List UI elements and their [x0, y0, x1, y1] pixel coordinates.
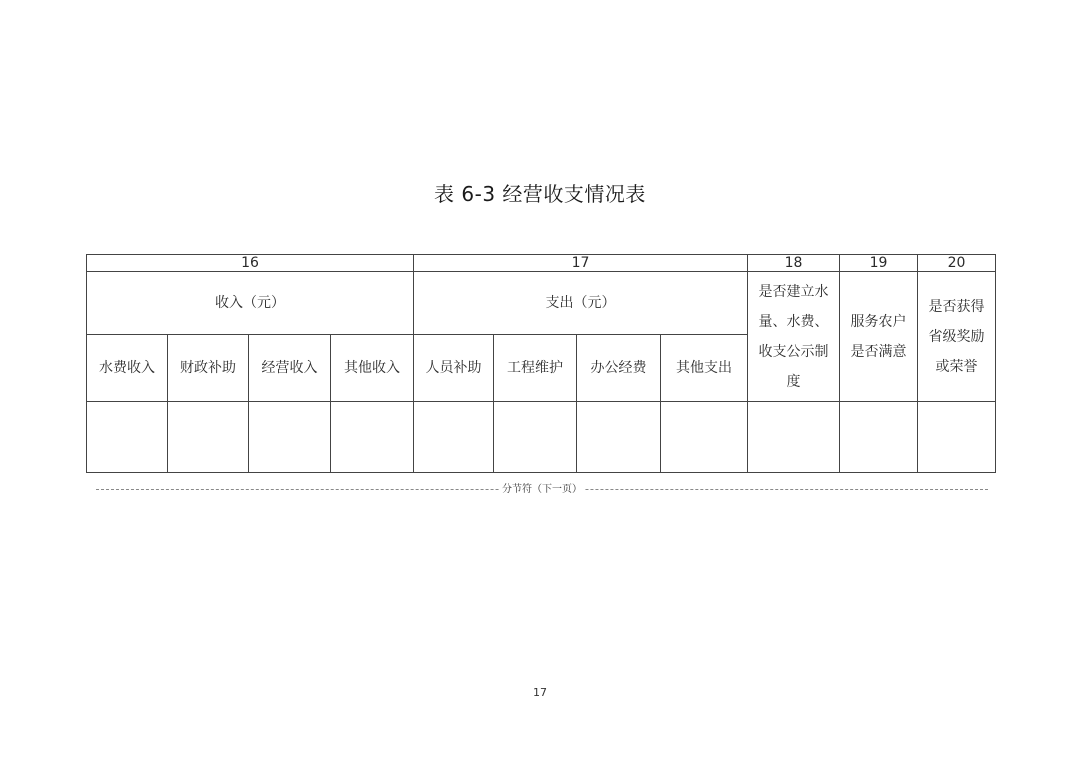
disclosure-line: 度 — [786, 373, 801, 390]
disclosure-line: 是否建立水 — [758, 283, 829, 300]
table-cell — [840, 402, 918, 473]
table-cell — [661, 402, 748, 473]
income-item-operating: 经营收入 — [249, 335, 331, 402]
disclosure-line: 收支公示制 — [758, 343, 829, 360]
section-break — [96, 482, 988, 498]
group-header-row — [87, 272, 996, 335]
column-number-17: 17 — [414, 255, 748, 272]
satisfaction-line: 是否满意 — [850, 343, 907, 360]
income-group-header: 收入（元） — [87, 272, 414, 335]
income-item-water-fee: 水费收入 — [87, 335, 168, 402]
expense-item-maintenance: 工程维护 — [494, 335, 577, 402]
table-cell — [494, 402, 577, 473]
table-cell — [414, 402, 494, 473]
table-cell — [87, 402, 168, 473]
table-cell — [748, 402, 840, 473]
disclosure-line: 量、水费、 — [758, 313, 829, 330]
table-cell — [249, 402, 331, 473]
award-line: 或荣誉 — [935, 358, 978, 375]
award-line: 是否获得 — [928, 298, 985, 315]
page-title: 表 6-3 经营收支情况表 — [434, 182, 646, 206]
section-break-label: 分节符（下一页） — [499, 482, 585, 498]
column-number-18: 18 — [748, 255, 840, 272]
table-cell — [577, 402, 661, 473]
income-expense-table — [86, 254, 996, 473]
income-item-other: 其他收入 — [331, 335, 414, 402]
satisfaction-line: 服务农户 — [850, 313, 907, 330]
expense-group-header: 支出（元） — [414, 272, 748, 335]
disclosure-system-header — [748, 272, 840, 402]
column-number-20: 20 — [918, 255, 996, 272]
table-cell — [331, 402, 414, 473]
provincial-award-header — [918, 272, 996, 402]
table-cell — [168, 402, 249, 473]
expense-item-office: 办公经费 — [577, 335, 661, 402]
award-line: 省级奖励 — [928, 328, 985, 345]
expense-item-other: 其他支出 — [661, 335, 748, 402]
income-item-subsidy: 财政补助 — [168, 335, 249, 402]
table-cell — [918, 402, 996, 473]
column-number-19: 19 — [840, 255, 918, 272]
page-number: 17 — [533, 686, 547, 699]
column-number-16: 16 — [87, 255, 414, 272]
table-row — [87, 402, 996, 473]
farmer-satisfaction-header — [840, 272, 918, 402]
expense-item-personnel: 人员补助 — [414, 335, 494, 402]
column-number-row — [87, 255, 996, 272]
